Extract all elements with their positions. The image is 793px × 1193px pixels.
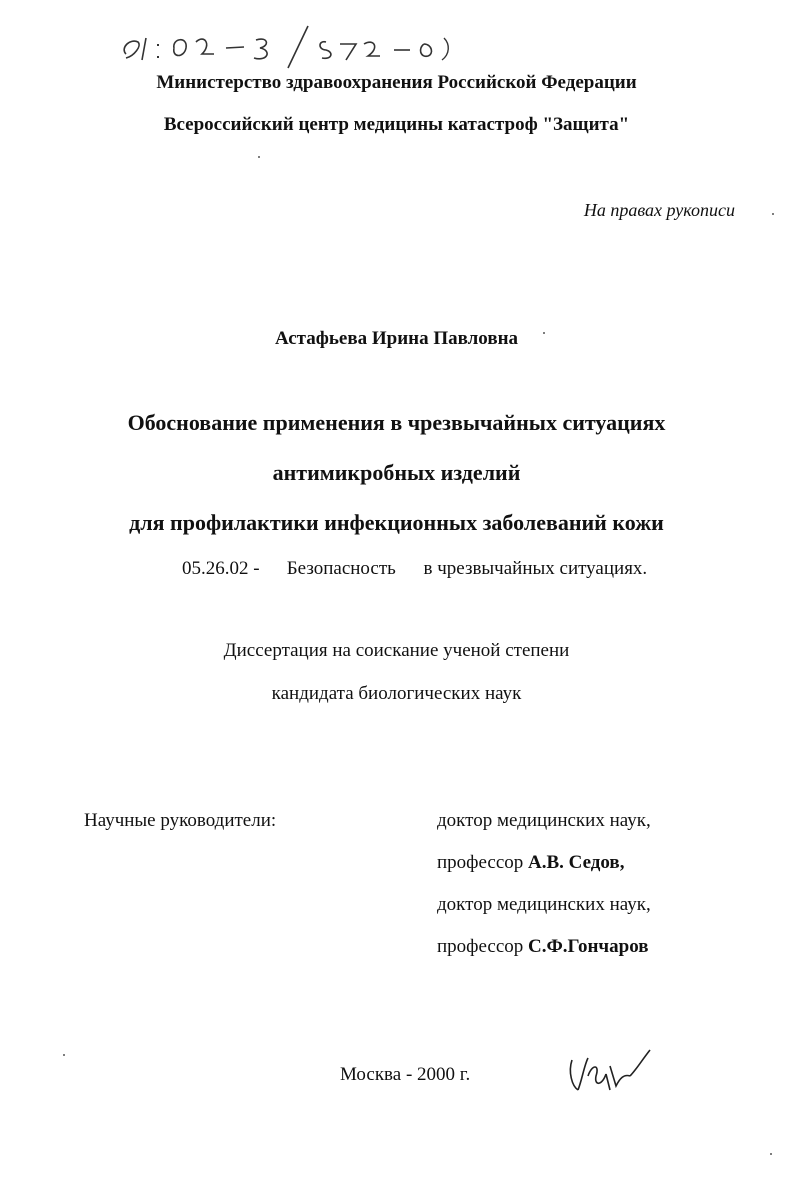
scan-speck <box>772 213 774 215</box>
supervisors-label: Научные руководители: <box>84 810 277 831</box>
supervisor-1-name: А.В. Седов, <box>528 852 625 873</box>
supervisor-1-title: профессор <box>437 852 524 873</box>
specialty-rest: в чрезвычайных ситуациях. <box>423 558 648 579</box>
scan-speck <box>543 332 545 334</box>
dissertation-title-line-1: Обоснование применения в чрезвычайных ситуациях <box>127 410 666 435</box>
handwritten-archive-code <box>112 14 502 70</box>
supervisor-2-name: С.Ф.Гончаров <box>528 936 649 957</box>
dissertation-degree-line-1: Диссертация на соискание ученой степени <box>223 640 570 661</box>
scan-speck <box>63 1054 65 1056</box>
supervisor-2-title: профессор <box>437 936 524 957</box>
manuscript-note: На правах рукописи <box>583 200 735 220</box>
dissertation-degree-line-2: кандидата биологических наук <box>271 683 522 704</box>
supervisor-2-title-name <box>437 936 649 958</box>
specialty-name: Безопасность <box>286 558 396 579</box>
supervisor-1-title-name <box>437 852 624 874</box>
dissertation-title-line-3: для профилактики инфекционных заболеваний кожи <box>129 510 664 535</box>
signature-image <box>566 1046 656 1096</box>
place-and-year: Москва - 2000 г. <box>340 1064 471 1085</box>
supervisor-2-degree: доктор медицинских наук, <box>437 894 651 915</box>
author-name: Астафьева Ирина Павловна <box>274 328 519 349</box>
supervisor-1-degree: доктор медицинских наук, <box>437 810 651 831</box>
specialty-code: 05.26.02 - <box>182 558 260 579</box>
scan-speck <box>258 156 260 158</box>
ministry-name: Министерство здравоохранения Российской Федерации <box>156 72 637 93</box>
dissertation-title-line-2: антимикробных изделий <box>272 460 521 485</box>
specialty-line <box>182 558 647 580</box>
scan-speck <box>770 1153 772 1155</box>
organization-name: Всероссийский центр медицины катастроф "Защита" <box>163 114 630 135</box>
